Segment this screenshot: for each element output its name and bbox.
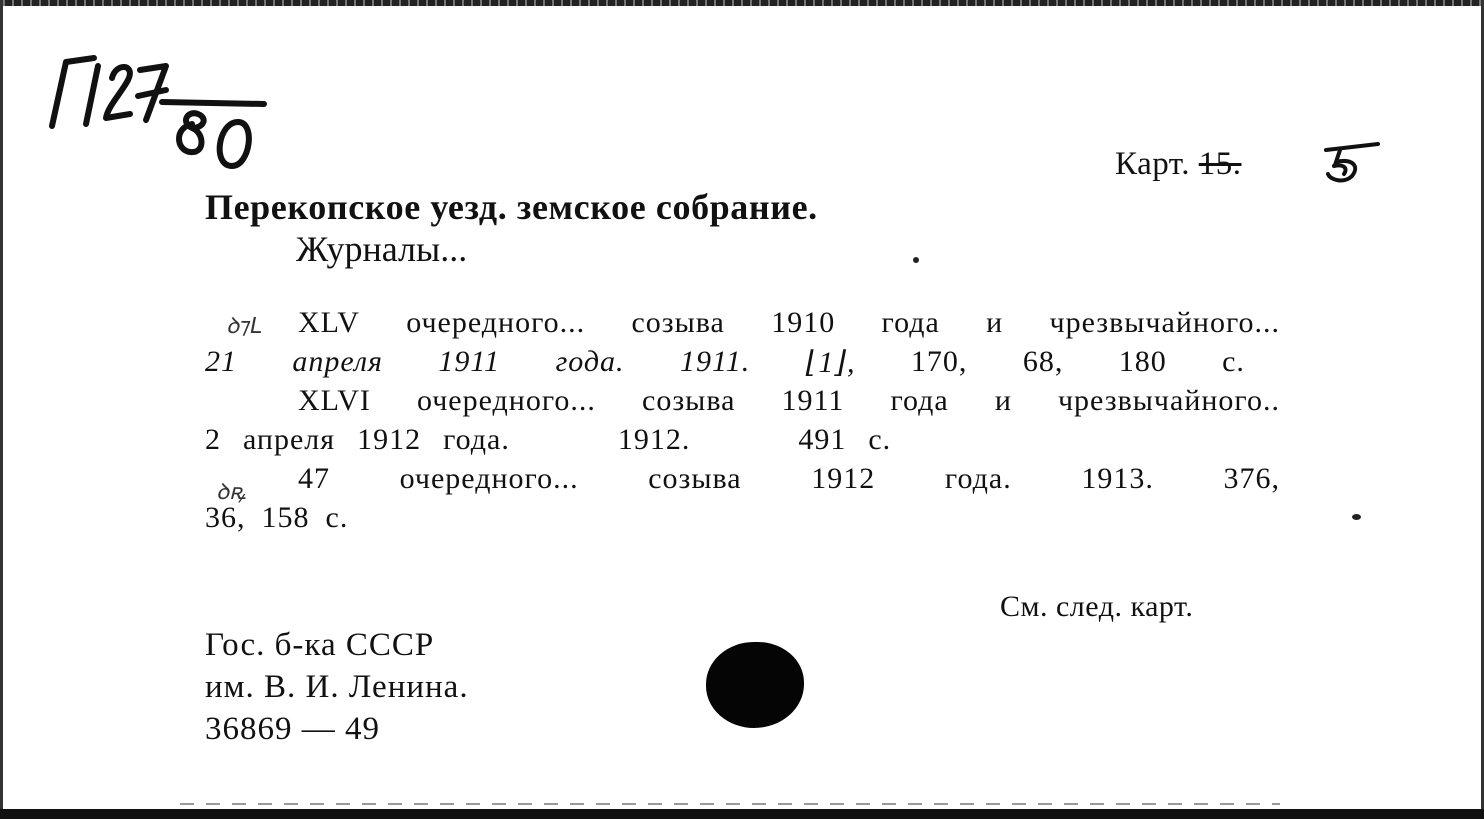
- ink-speck: [1352, 514, 1361, 520]
- line5-word: 376,: [1223, 462, 1280, 495]
- card-number-value: 15.: [1198, 146, 1242, 182]
- line2-word: 1911.: [679, 345, 751, 378]
- line3-word: XLVI: [298, 384, 371, 417]
- stamp-line-2: им. В. И. Ленина.: [205, 669, 469, 705]
- line2-word: года.: [555, 345, 625, 378]
- entry-line-5: [298, 462, 1280, 496]
- line4-word: 2: [205, 423, 221, 456]
- line6-word: с.: [325, 501, 349, 534]
- library-stamp: [205, 624, 469, 750]
- card-heading: Перекопское уезд. земское собрание.: [205, 187, 818, 227]
- handwritten-mark-1-icon: ꝺ⁊ᒪ: [226, 314, 263, 339]
- line5-word: 47: [298, 462, 330, 495]
- card-number-label: Карт.: [1115, 146, 1190, 182]
- card-top-edge: [0, 0, 1484, 6]
- line1-word: XLV: [298, 306, 360, 339]
- line5-word: 1912: [811, 462, 876, 495]
- line3-word: и: [994, 384, 1012, 417]
- line4-word: 1912.: [617, 423, 691, 456]
- line1-word: очередного...: [406, 306, 586, 339]
- entry-line-2: [205, 345, 1245, 380]
- line6-word: 158: [261, 501, 310, 534]
- see-next-card-note: См. след. карт.: [1000, 590, 1194, 623]
- line6-word: 36,: [205, 501, 246, 534]
- stamp-line-3: 36869 — 49: [205, 711, 380, 747]
- entry-line-1: [298, 306, 1280, 340]
- stamp-line-1: Гос. б-ка СССР: [205, 627, 435, 663]
- line2-word: 21: [205, 345, 237, 378]
- line5-word: 1913.: [1081, 462, 1154, 495]
- line2-word: 170,: [910, 345, 968, 378]
- line4-word: 491: [798, 423, 847, 456]
- line5-word: очередного...: [399, 462, 579, 495]
- card-number: [1115, 146, 1241, 183]
- handwritten-five-icon: [1318, 138, 1382, 188]
- card-subheading: Журналы...: [296, 229, 468, 269]
- entry-line-3: [298, 384, 1280, 418]
- line2-word: 1911: [438, 345, 501, 378]
- line2-word: апреля: [292, 345, 383, 378]
- line1-word: и: [986, 306, 1004, 339]
- line1-word: года: [881, 306, 940, 339]
- handwritten-card-number: [1318, 138, 1382, 188]
- card-bottom-edge: [0, 809, 1484, 819]
- line1-word: чрезвычайного...: [1049, 306, 1280, 339]
- line3-word: года: [890, 384, 949, 417]
- handwritten-shelfmark: [42, 48, 282, 178]
- entry-line-6: [205, 501, 405, 535]
- line2-word: 180: [1118, 345, 1167, 378]
- line4-word: апреля: [243, 423, 336, 456]
- line5-word: года.: [944, 462, 1012, 495]
- line1-word: созыва: [631, 306, 725, 339]
- entry-line-4: [205, 423, 960, 457]
- line2-word: 68,: [1022, 345, 1064, 378]
- line5-word: созыва: [648, 462, 742, 495]
- line3-word: чрезвычайного..: [1057, 384, 1280, 417]
- line4-word: с.: [868, 423, 892, 456]
- shelfmark-handwriting-icon: [42, 48, 282, 178]
- card-bottom-perforation: [180, 803, 1280, 805]
- card-punch-hole: [706, 642, 804, 728]
- ink-speck: [913, 257, 919, 263]
- line4-word: 1912: [357, 423, 422, 456]
- line4-word: года.: [443, 423, 510, 456]
- line2-word: ⌊1⌋,: [805, 346, 856, 379]
- line3-word: очередного...: [416, 384, 596, 417]
- line3-word: 1911: [781, 384, 845, 417]
- line1-word: 1910: [771, 306, 836, 339]
- card-left-edge: [0, 0, 3, 819]
- line2-word: с.: [1222, 345, 1245, 378]
- line3-word: созыва: [642, 384, 736, 417]
- handwritten-mark-2-icon: ꝺꝶ: [216, 480, 246, 505]
